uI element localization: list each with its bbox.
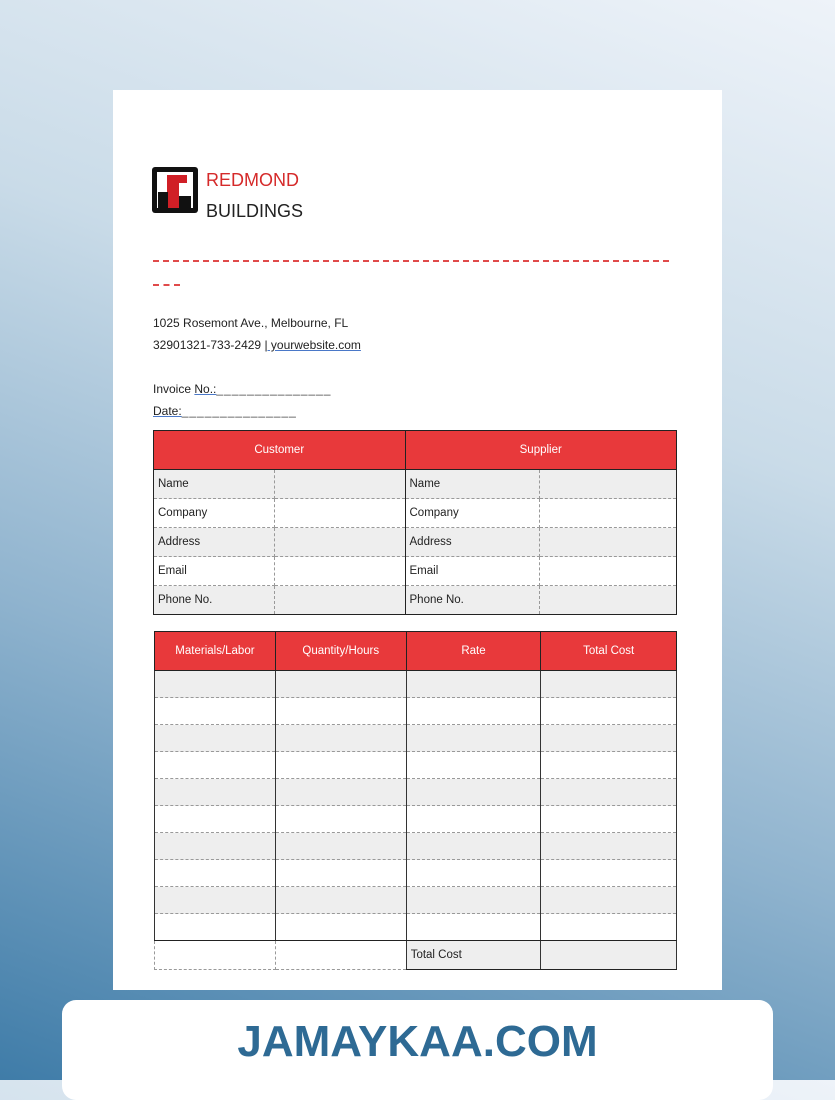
- item-rate-cell[interactable]: [406, 860, 541, 887]
- customer-field-label: Company: [154, 499, 275, 528]
- invoice-label: Invoice: [153, 382, 195, 396]
- supplier-field-label: Address: [405, 528, 540, 557]
- customer-field-label: Phone No.: [154, 586, 275, 615]
- item-rate-cell[interactable]: [406, 698, 541, 725]
- item-materials-cell[interactable]: [155, 806, 276, 833]
- table-row: [154, 499, 677, 528]
- item-row: [155, 860, 677, 887]
- item-rate-cell[interactable]: [406, 806, 541, 833]
- supplier-field-value[interactable]: [540, 557, 677, 586]
- table-row: [154, 528, 677, 557]
- total-row-empty-cell: [275, 941, 406, 970]
- parties-table: [153, 430, 677, 615]
- items-table: [154, 631, 677, 970]
- total-row: [155, 941, 677, 970]
- item-rate-cell[interactable]: [406, 914, 541, 941]
- supplier-field-value[interactable]: [540, 586, 677, 615]
- customer-field-value[interactable]: [274, 586, 405, 615]
- total-cost-label: Total Cost: [406, 941, 541, 970]
- watermark-text: JAMAYKAA.COM: [237, 1017, 598, 1066]
- item-quantity-cell[interactable]: [275, 806, 406, 833]
- table-row: [154, 586, 677, 615]
- invoice-page: [113, 90, 722, 990]
- date-field[interactable]: _______________: [181, 404, 297, 418]
- item-quantity-cell[interactable]: [275, 860, 406, 887]
- item-total-cell[interactable]: [541, 725, 677, 752]
- customer-field-value[interactable]: [274, 499, 405, 528]
- item-total-cell[interactable]: [541, 779, 677, 806]
- item-materials-cell[interactable]: [155, 698, 276, 725]
- invoice-number-field[interactable]: _______________: [216, 382, 332, 396]
- company-address: 1025 Rosemont Ave., Melbourne, FL: [153, 316, 349, 330]
- customer-field-value[interactable]: [274, 470, 405, 499]
- item-rate-cell[interactable]: [406, 887, 541, 914]
- item-quantity-cell[interactable]: [275, 752, 406, 779]
- brand-name-line2: BUILDINGS: [206, 201, 304, 221]
- date-line: [153, 404, 297, 418]
- item-total-cell[interactable]: [541, 752, 677, 779]
- item-row: [155, 752, 677, 779]
- customer-header: Customer: [154, 431, 406, 470]
- total-cost-header: Total Cost: [541, 632, 677, 671]
- item-total-cell[interactable]: [541, 914, 677, 941]
- item-rate-cell[interactable]: [406, 752, 541, 779]
- supplier-field-label: Email: [405, 557, 540, 586]
- date-label: Date:: [153, 404, 182, 418]
- item-row: [155, 671, 677, 698]
- item-quantity-cell[interactable]: [275, 779, 406, 806]
- item-total-cell[interactable]: [541, 887, 677, 914]
- supplier-field-value[interactable]: [540, 528, 677, 557]
- table-row: [154, 470, 677, 499]
- total-cost-value[interactable]: [541, 941, 677, 970]
- invoice-number-line: [153, 382, 331, 396]
- item-materials-cell[interactable]: [155, 914, 276, 941]
- total-row-empty-cell: [155, 941, 276, 970]
- item-materials-cell[interactable]: [155, 725, 276, 752]
- item-total-cell[interactable]: [541, 806, 677, 833]
- item-materials-cell[interactable]: [155, 860, 276, 887]
- item-materials-cell[interactable]: [155, 752, 276, 779]
- item-row: [155, 887, 677, 914]
- item-row: [155, 779, 677, 806]
- item-quantity-cell[interactable]: [275, 698, 406, 725]
- item-total-cell[interactable]: [541, 860, 677, 887]
- item-rate-cell[interactable]: [406, 725, 541, 752]
- item-total-cell[interactable]: [541, 698, 677, 725]
- item-rate-cell[interactable]: [406, 779, 541, 806]
- supplier-field-label: Phone No.: [405, 586, 540, 615]
- item-quantity-cell[interactable]: [275, 725, 406, 752]
- item-row: [155, 725, 677, 752]
- item-materials-cell[interactable]: [155, 671, 276, 698]
- invoice-number-label: No.:: [194, 382, 217, 396]
- website-link[interactable]: | yourwebsite.com: [264, 338, 361, 352]
- supplier-field-value[interactable]: [540, 470, 677, 499]
- item-quantity-cell[interactable]: [275, 887, 406, 914]
- brand-name-line1: REDMOND: [206, 170, 299, 190]
- item-rate-cell[interactable]: [406, 833, 541, 860]
- company-logo-icon: [152, 167, 198, 213]
- customer-field-value[interactable]: [274, 528, 405, 557]
- supplier-field-label: Company: [405, 499, 540, 528]
- customer-field-label: Email: [154, 557, 275, 586]
- item-quantity-cell[interactable]: [275, 914, 406, 941]
- customer-field-label: Name: [154, 470, 275, 499]
- supplier-header: Supplier: [405, 431, 677, 470]
- item-materials-cell[interactable]: [155, 833, 276, 860]
- item-rate-cell[interactable]: [406, 671, 541, 698]
- watermark-banner: [62, 1000, 773, 1100]
- supplier-field-label: Name: [405, 470, 540, 499]
- item-materials-cell[interactable]: [155, 779, 276, 806]
- divider-dashed-continuation: [153, 284, 180, 286]
- item-quantity-cell[interactable]: [275, 833, 406, 860]
- materials-labor-header: Materials/Labor: [155, 632, 276, 671]
- item-materials-cell[interactable]: [155, 887, 276, 914]
- item-quantity-cell[interactable]: [275, 671, 406, 698]
- item-total-cell[interactable]: [541, 671, 677, 698]
- supplier-field-value[interactable]: [540, 499, 677, 528]
- quantity-hours-header: Quantity/Hours: [275, 632, 406, 671]
- customer-field-value[interactable]: [274, 557, 405, 586]
- company-phone: 32901321-733-2429: [153, 338, 265, 352]
- customer-field-label: Address: [154, 528, 275, 557]
- rate-header: Rate: [406, 632, 541, 671]
- item-row: [155, 833, 677, 860]
- item-total-cell[interactable]: [541, 833, 677, 860]
- item-row: [155, 698, 677, 725]
- divider-dashed: [153, 260, 669, 262]
- item-row: [155, 806, 677, 833]
- company-phone-line: [153, 338, 361, 352]
- table-row: [154, 557, 677, 586]
- item-row: [155, 914, 677, 941]
